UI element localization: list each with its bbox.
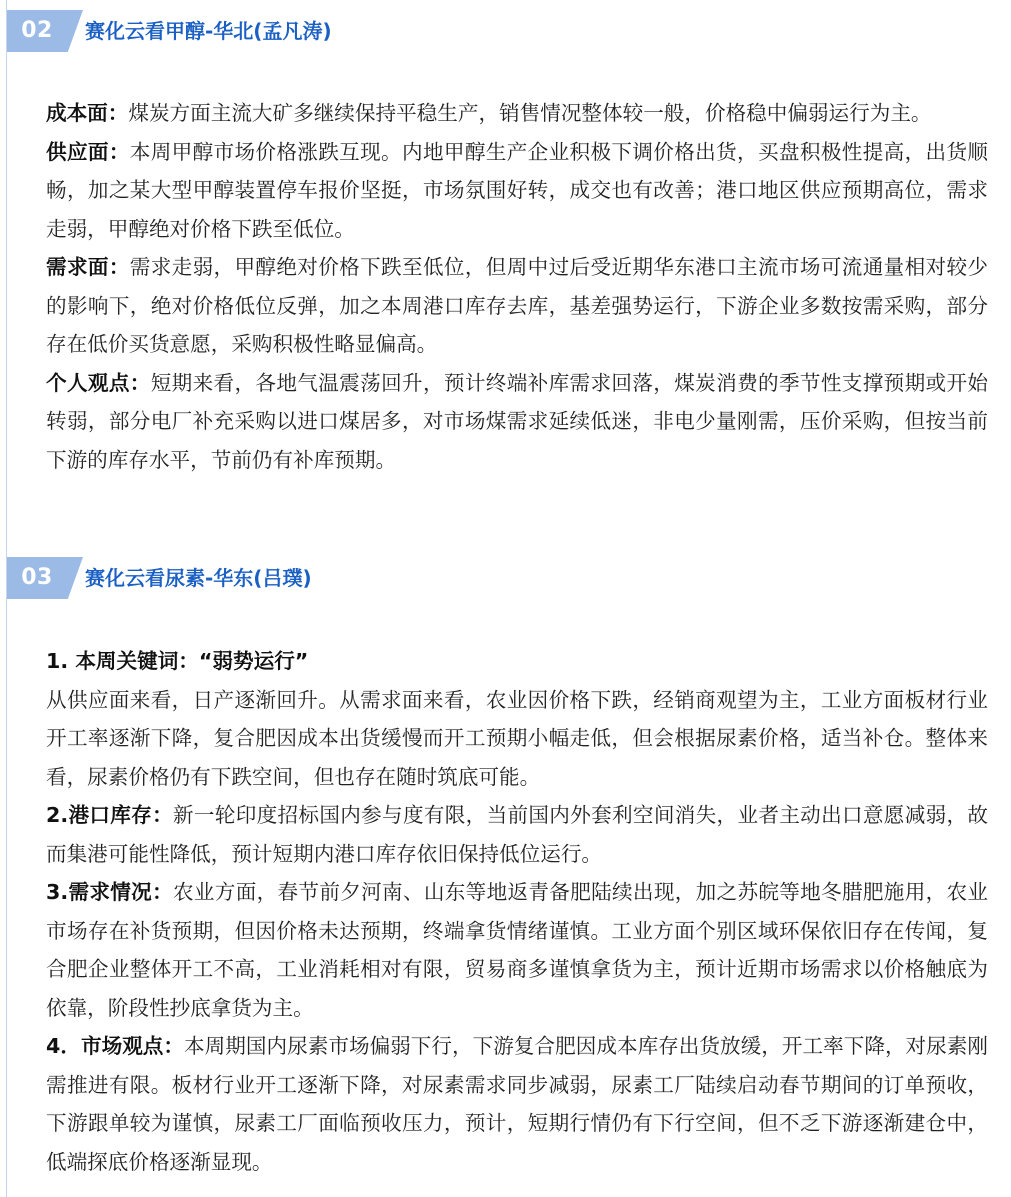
section-body-urea	[46, 642, 988, 1181]
paragraph-text: 需求走弱，甲醇绝对价格下跌至低位，但周中过后受近期华东港口主流市场可流通量相对较少的影响下，绝对价格低位反弹，加之本周港口库存去库，基差强势运行，下游企业多数按需采购，部分存在低价买货意愿，采购积极性略显偏高。	[46, 255, 988, 356]
paragraph-text: 农业方面，春节前夕河南、山东等地返青备肥陆续出现，加之苏皖等地冬腊肥施用，农业市场存在补货预期，但因价格未达预期，终端拿货情绪谨慎。工业方面个别区域环保依旧存在传闻，复合肥企业整体开工不高，工业消耗相对有限，贸易商多谨慎拿货为主，预计近期市场需求以价格触底为依靠，阶段性抄底拿货为主。	[46, 880, 989, 1020]
keyword-paragraph: 从供应面来看，日产逐渐回升。从需求面来看，农业因价格下跌，经销商观望为主，工业方面板材行业开工率逐渐下降，复合肥因成本出货缓慢而开工预期小幅走低，但会根据尿素价格，适当补仓。整体来看，尿素价格仍有下跌空间，但也存在随时筑底可能。	[46, 687, 988, 789]
section-header-urea	[7, 557, 967, 599]
paragraph-text: 煤炭方面主流大矿多继续保持平稳生产，销售情况整体较一般，价格稳中偏弱运行为主。	[128, 101, 932, 125]
paragraph-label: 供应面：	[46, 139, 130, 164]
section-number: 02	[21, 18, 53, 43]
paragraph-label: 成本面：	[46, 101, 129, 125]
paragraph-opinion	[46, 364, 988, 480]
paragraph-label: 需求面：	[46, 255, 130, 279]
paragraph-supply	[46, 133, 988, 249]
paragraph-demand	[46, 248, 988, 364]
paragraph-text: 本周期国内尿素市场偏弱下行，下游复合肥因成本库存出货放缓，开工率下降，对尿素刚需推进有限。板材行业开工逐渐下降，对尿素需求同步减弱，尿素工厂陆续启动春节期间的订单预收，下游跟单较为谨慎，尿素工厂面临预收压力，预计，短期行情仍有下行空间，但不乏下游逐渐建仓中，低端探底价格逐渐显现。	[46, 1034, 988, 1174]
paragraph-demand-situation	[46, 873, 988, 1027]
section-title: 赛化云看尿素-华东(吕璞)	[85, 566, 312, 590]
keyword-heading-text: 1. 本周关键词：“弱势运行”	[46, 649, 309, 673]
paragraph-label: 个人观点：	[46, 370, 151, 395]
paragraph-text: 本周甲醇市场价格涨跌互现。内地甲醇生产企业积极下调价格出货，买盘积极性提高，出货顺畅，加之某大型甲醇装置停车报价坚挺，市场氛围好转，成交也有改善；港口地区供应预期高位，需求走弱，甲醇绝对价格下跌至低位。	[46, 139, 988, 241]
section-header-methanol	[7, 10, 967, 52]
paragraph-label: 2.港口库存：	[46, 803, 173, 827]
section-number: 03	[21, 565, 53, 590]
paragraph-cost	[46, 94, 988, 133]
paragraph-label: 4．市场观点：	[46, 1034, 185, 1058]
keyword-heading	[46, 642, 988, 681]
paragraph-label: 3.需求情况：	[46, 880, 173, 904]
paragraph-text: 新一轮印度招标国内参与度有限，当前国内外套利空间消失，业者主动出口意愿减弱，故而集港可能性降低，预计短期内港口库存依旧保持低位运行。	[46, 803, 989, 866]
section-body-methanol	[46, 94, 988, 479]
paragraph-port-inventory	[46, 796, 988, 873]
paragraph-market-view	[46, 1027, 988, 1181]
section-title: 赛化云看甲醇-华北(孟凡涛)	[85, 19, 332, 43]
paragraph-text: 短期来看，各地气温震荡回升，预计终端补库需求回落，煤炭消费的季节性支撑预期或开始转弱，部分电厂补充采购以进口煤居多，对市场煤需求延续低迷，非电少量刚需，压价采购，但按当前下游的库存水平，节前仍有补库预期。	[46, 370, 989, 472]
